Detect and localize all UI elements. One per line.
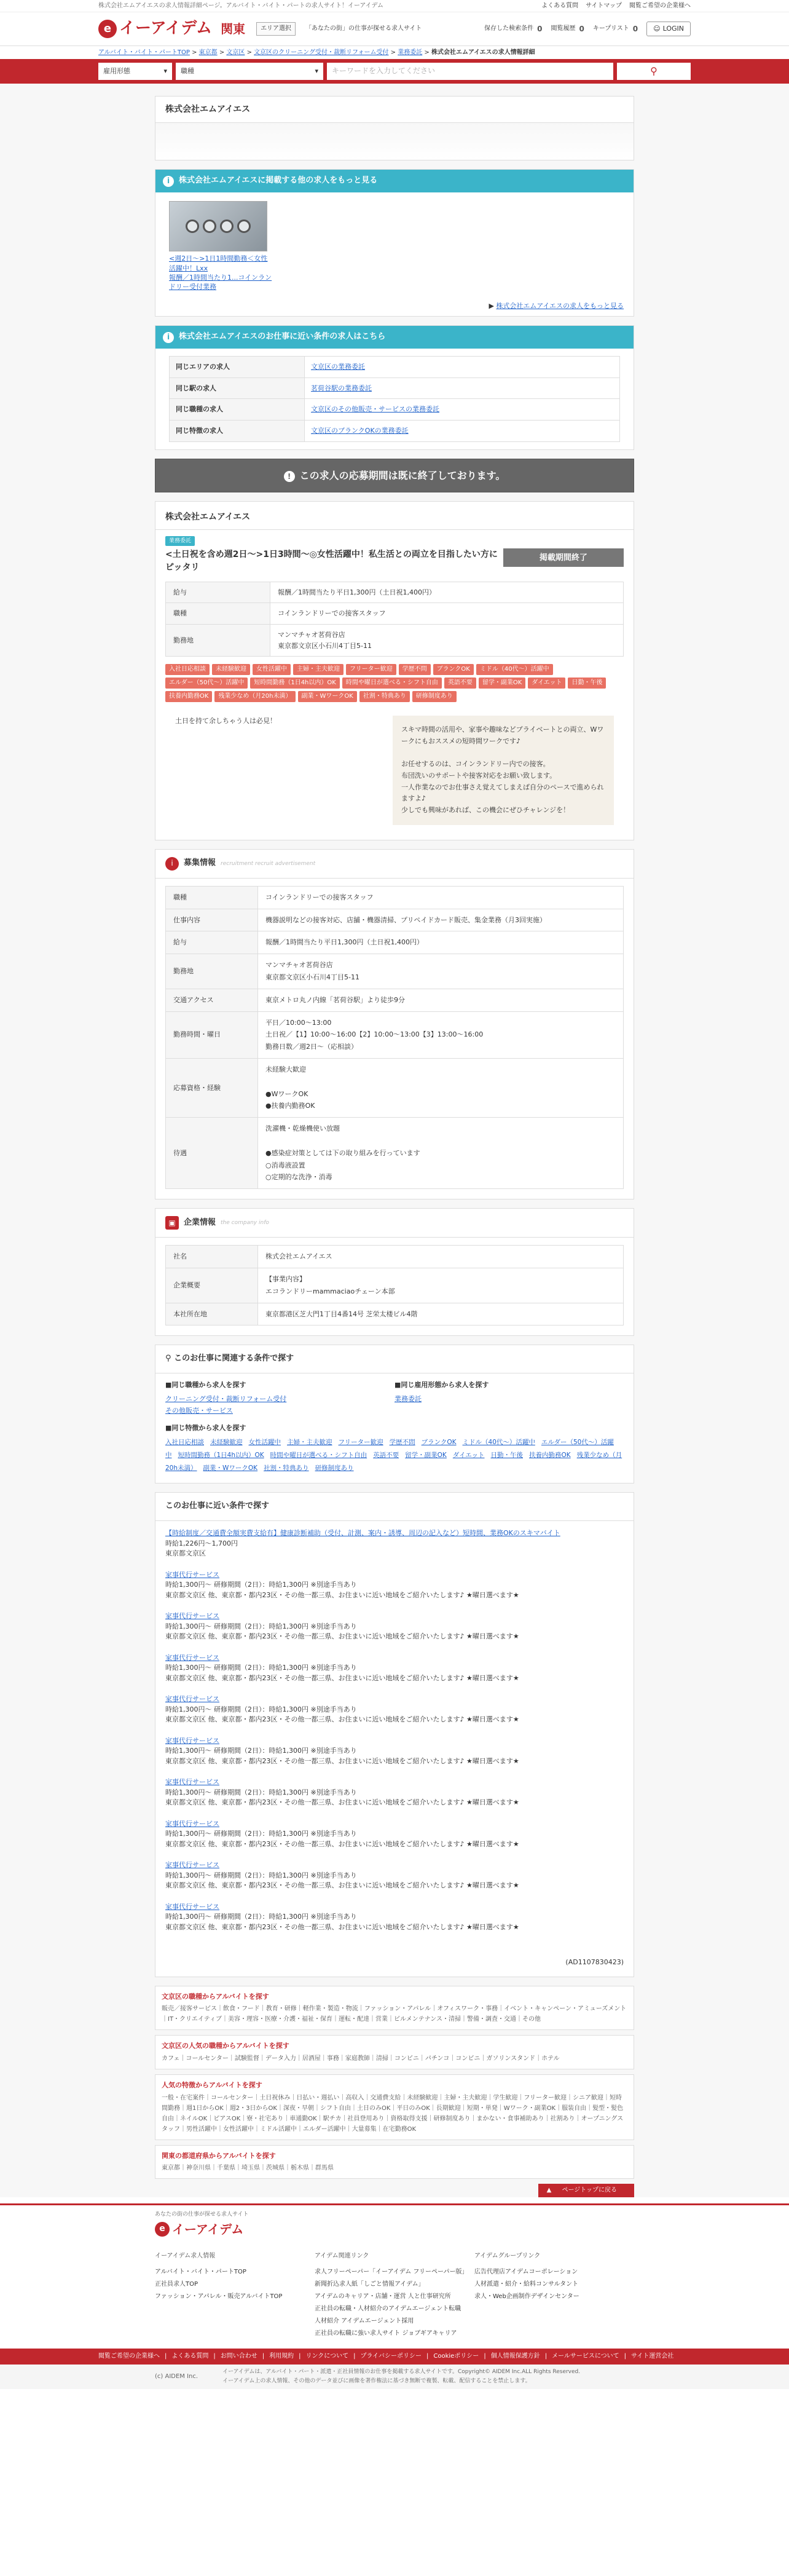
job-info: 時給1,300円〜 研修期間（2日）：時給1,300円 ※別途手当あり 東京都文京区 他、東京都・都内23区・その他一都三県、お住まいに近い地域をご紹介いたします♪ ★曜日選べます★ bbox=[165, 1788, 519, 1807]
keep-list-button[interactable]: キープリスト 0 bbox=[592, 24, 638, 33]
feature-tag: ブランクOK bbox=[433, 664, 474, 675]
footer-bar: 閲覧ご希望の企業様へ | よくある質問 | お問い合わせ | 利用規約 | リンクについて | プライバシーポリシー | Cookieポリシー | 個人情報保護方針 | メールサービスについて | サイト運営会社 bbox=[0, 2349, 789, 2365]
link-box-links[interactable]: 一般・在宅案件｜コールセンター｜土日祝休み｜日払い・週払い｜高収入｜交通費支給｜未経験歓迎｜主婦・主夫歓迎｜学生歓迎｜フリーター歓迎｜シニア歓迎｜短時間勤務｜週1日からOK｜週2・3日からOK｜深夜・早朝｜シフト自由｜土日のみOK｜平日のみOK｜長期歓迎｜短期・単発｜Wワーク・副業OK｜服装自由｜髪型・髪色自由｜ネイルOK｜ピアスOK｜寮・社宅あり｜車通勤OK｜駅チカ｜社員登用あり｜資格取得支援｜研修制度あり｜まかない・食事補助あり｜社割あり｜オープニングスタッフ｜男性活躍中｜女性活躍中｜ミドル活躍中｜エルダー活躍中｜大量募集｜在宅勤務OK bbox=[162, 2094, 624, 2133]
feature-tag: 研修制度あり bbox=[412, 691, 457, 702]
search-icon: ⚲ bbox=[650, 65, 658, 77]
feature-tag: フリーター歓迎 bbox=[346, 664, 396, 675]
history-button[interactable]: 閲覧履歴 0 bbox=[551, 24, 584, 33]
related-feature-link[interactable]: ダイエット bbox=[452, 1451, 485, 1459]
region-label: 関東 bbox=[221, 22, 246, 36]
job-info: 時給1,300円〜 研修期間（2日）：時給1,300円 ※別途手当あり 東京都文京区 他、東京都・都内23区・その他一都三県、お住まいに近い地域をご紹介いたします♪ ★曜日選べます★ bbox=[165, 1705, 519, 1724]
feature-tag: 残業少なめ（月20h未満） bbox=[214, 691, 295, 702]
feature-tag: 学歴不問 bbox=[399, 664, 431, 675]
job-title-link[interactable]: 家事代行サービス bbox=[165, 1570, 219, 1579]
footer-notice: イーアイデムは、アルバイト・パート・派遣・正社員情報のお仕事を掲載する求人サイトです。Copyright© AIDEM Inc.ALL Rights Reserved. イーアイデム上の求人情報、その他のデータ並びに画像を著作権法に基づき無断で複製、転載、配信することを禁止します。 bbox=[222, 2369, 581, 2384]
job-info: 時給1,300円〜 研修期間（2日）：時給1,300円 ※別途手当あり 東京都文京区 他、東京都・都内23区・その他一都三県、お住まいに近い地域をご紹介いたします♪ ★曜日選べます★ bbox=[165, 1830, 519, 1848]
job-summary-table: 給与 報酬／1時間当たり平日1,300円（土日祝1,400円） 職種 コインランドリーでの接客スタッフ 勤務地 マンマチャオ茗荷谷店 東京都文京区小石川4丁目5-11 bbox=[165, 582, 624, 657]
related-feature-link[interactable]: 短時間勤務（1日4h以内）OK bbox=[178, 1451, 264, 1459]
job-info: 時給1,300円〜 研修期間（2日）：時給1,300円 ※別途手当あり 東京都文京区 他、東京都・都内23区・その他一都三県、お住まいに近い地域をご紹介いたします♪ ★曜日選べます★ bbox=[165, 1747, 519, 1765]
footer-col-title: アイデムグループリンク bbox=[474, 2252, 541, 2259]
footer-col bbox=[155, 2250, 315, 2340]
related-feature-link[interactable]: 入社日応相談 bbox=[165, 1438, 204, 1446]
feature-tag: 社割・特典あり bbox=[359, 691, 410, 702]
list-item bbox=[155, 1694, 634, 1725]
recruit-section: i 募集情報 recruitment recruit advertisement 職種 コインランドリーでの接客スタッフ 仕事内容 機器説明などの接客対応、店舗・機器清掃、プリペイドカード販売、集金業務（月3回実施） 給与 報酬／1時間当たり平日1,300円（土日祝1,400円） 勤務地 マンマチャオ茗荷谷店 東京都文京区小石川4丁目5-11 交通アクセス 東京メトロ丸ノ内線「茗荷谷駅」より徒歩9分 勤務時間・曜日 平日／10:00〜13:00 土日祝／【1】10:00〜16:00【2】10:00〜13:00【3】13:00〜16:00 勤務日数／週2日〜（応相談） 応募資格・経験 未経験大歓迎 ●WワークOK ●扶養内勤務OK 待遇 洗濯機・乾燥機使い放題 ●感染症対策としては下の取り組みを行っています ○消毒液設置 ○定期的な洗浄・消毒 bbox=[155, 849, 634, 1199]
footer: あなたの街の仕事が探せる求人サイト e イーアイデム イーアイデム求人情報 アルバイト・バイト・パートTOP 正社員求人TOP ファッション・アパレル・販売アルバイトTOP アイデム関連リンク 求人フリーペーパー「イーアイデム フリーペーパー版」 新聞折込求人紙「しごと情報アイデム」 アイデムのキャリア・店舗・運営 人と仕事研究所 正社員の転職・人材紹介のアイデムエージェント転職 人材紹介 アイデムエージェント採用 正社員の転職に強い求人サイト ジョブギアキャリア アイデムグループリンク 広告代理店アイデムコーポレーション 人材派遣・紹介・給料コンサルタント 求人・Web企画制作デザインセンター bbox=[0, 2203, 789, 2348]
link-box-title[interactable]: 関東の都道府県からアルバイトを探す bbox=[162, 2151, 276, 2160]
link-box bbox=[155, 2145, 634, 2179]
similar-jobs-section: i 株式会社エムアイエスのお仕事に近い条件の求人はこちら 同じエリアの求人 文京区の業務委託 同じ駅の求人 茗荷谷駅の業務委託 同じ職種の求人 文京区のその他販売・サービスの業務委託 同じ特徴の求人 文京区のブランクOKの業務委託 bbox=[155, 325, 634, 449]
breadcrumb-item[interactable]: 東京都 bbox=[198, 49, 218, 56]
footer-link[interactable]: 求人・Web企画制作デザインセンター bbox=[474, 2293, 579, 2300]
header bbox=[0, 12, 789, 45]
footer-link[interactable]: 広告代理店アイデムコーポレーション bbox=[474, 2268, 578, 2275]
footer-bar-link[interactable]: プライバシーポリシー bbox=[360, 2352, 422, 2360]
login-button[interactable]: ☺ LOGIN bbox=[646, 22, 691, 36]
feature-tag: ミドル（40代〜）活躍中 bbox=[476, 664, 553, 675]
row-value: 東京都港区芝大門1丁目4番14号 芝栄太楼ビル4階 bbox=[258, 1303, 624, 1326]
footer-link[interactable]: 求人フリーペーパー「イーアイデム フリーペーパー版」 bbox=[315, 2268, 468, 2275]
row-label: 勤務地 bbox=[166, 954, 258, 989]
nearby-section: このお仕事に近い条件で探す 【時給制度／交通費全額実費支給有】健康診断補助（受付、計測、案内・誘導、周辺の記入など）短時間、業務OKのスキマバイト 時給1,226円〜1,700円 東京都文京区 家事代行サービス 時給1,300円〜 研修期間（2日）：時給1,300円 ※別途手当あり 東京都文京区 他、東京都・都内23区・その他一都三県、お住まいに近い地域をご紹介いたします♪ ★曜日選べます★ 家事代行サービス 時給1,300円〜 研修期間（2日）：時給1,300円 ※別途手当あり 東京都文京区 他、東京都・都内23区・その他一都三県、お住まいに近い地域をご紹介いたします♪ ★曜日選べます★ 家事代行サービス 時給1,300円〜 研修期間（2日）：時給1,300円 ※別途手当あり 東京都文京区 他、東京都・都内23区・その他一都三県、お住まいに近い地域をご紹介いたします♪ ★曜日選べます★ 家事代行サービス 時給1,300円〜 研修期間（2日）：時給1,300円 ※別途手当あり 東京都文京区 他、東京都・都内23区・その他一都三県、お住まいに近い地域をご紹介いたします♪ ★曜日選べます★ 家事代行サービス 時給1,300円〜 研修期間（2日）：時給1,300円 ※別途手当あり 東京都文京区 他、東京都・都内23区・その他一都三県、お住まいに近い地域をご紹介いたします♪ ★曜日選べます★ 家事代行サービス 時給1,300円〜 研修期間（2日）：時給1,300円 ※別途手当あり 東京都文京区 他、東京都・都内23区・その他一都三県、お住まいに近い地域をご紹介いたします♪ ★曜日選べます★ 家事代行サービス 時給1,300円〜 研修期間（2日）：時給1,300円 ※別途手当あり 東京都文京区 他、東京都・都内23区・その他一都三県、お住まいに近い地域をご紹介いたします♪ ★曜日選べます★ 家事代行サービス 時給1,300円〜 研修期間（2日）：時給1,300円 ※別途手当あり 東京都文京区 他、東京都・都内23区・その他一都三県、お住まいに近い地域をご紹介いたします♪ ★曜日選べます★ 家事代行サービス 時給1,300円〜 研修期間（2日）：時給1,300円 ※別途手当あり 東京都文京区 他、東京都・都内23区・その他一都三県、お住まいに近い地域をご紹介いたします♪ ★曜日選べます★ (AD1107830423) bbox=[155, 1492, 634, 1977]
breadcrumb-item[interactable]: 文京区のクリーニング受付・裁断リフォーム受付 bbox=[254, 49, 389, 56]
footer-bar-link[interactable]: メールサービスについて bbox=[552, 2352, 619, 2360]
footer-link[interactable]: 正社員の転職・人材紹介のアイデムエージェント転職 bbox=[315, 2305, 461, 2312]
related-feature-link[interactable]: ミドル（40代〜）活躍中 bbox=[462, 1438, 535, 1446]
job-company: 株式会社エムアイエス bbox=[155, 502, 634, 529]
pr-lead: 土日を持て余しちゃう人は必見！ bbox=[175, 717, 277, 725]
list-item bbox=[155, 1860, 634, 1891]
link-box-title[interactable]: 文京区の人気の職種からアルバイトを探す bbox=[162, 2042, 289, 2050]
job-info: 時給1,226円〜1,700円 東京都文京区 bbox=[165, 1539, 238, 1558]
job-detail bbox=[155, 501, 634, 840]
row-value: 機器説明などの接客対応、店舗・機器清掃、プリペイドカード販売、集金業務（月3回実施） bbox=[258, 909, 624, 931]
banner-area bbox=[155, 123, 634, 160]
row-label: 勤務時間・曜日 bbox=[166, 1011, 258, 1058]
row-value: マンマチャオ茗荷谷店 東京都文京区小石川4丁目5-11 bbox=[258, 954, 624, 989]
related-feature-link[interactable]: ブランクOK bbox=[421, 1438, 457, 1446]
main-content bbox=[0, 84, 789, 2197]
list-item bbox=[155, 1570, 634, 1601]
list-item bbox=[155, 1902, 634, 1933]
feature-tag: 主婦・主夫歓迎 bbox=[293, 664, 343, 675]
related-feature-link[interactable]: 未経験歓迎 bbox=[210, 1438, 243, 1446]
other-job-link[interactable]: <週2日〜>1日1時間勤務＜女性活躍中！Lxx bbox=[169, 255, 268, 272]
footer-col-title: アイデム関連リンク bbox=[315, 2252, 369, 2259]
alert-icon: ! bbox=[284, 471, 295, 482]
footer-bar-link[interactable]: お問い合わせ bbox=[220, 2352, 257, 2360]
similar-station-link[interactable]: 茗荷谷駅の業務委託 bbox=[311, 384, 372, 392]
related-feature-link[interactable]: 社割・特典あり bbox=[264, 1464, 309, 1472]
chevron-down-icon: ▾ bbox=[315, 67, 318, 76]
footer-logo[interactable]: e イーアイデム bbox=[155, 2219, 634, 2239]
header-tagline: 「あなたの街」の仕事が探せる求人サイト bbox=[305, 25, 422, 32]
link-box-title[interactable]: 人気の特徴からアルバイトを探す bbox=[162, 2081, 262, 2090]
list-item bbox=[155, 1528, 634, 1559]
row-label: 交通アクセス bbox=[166, 989, 258, 1011]
info-icon: i bbox=[163, 176, 174, 187]
footer-bottom bbox=[0, 2365, 789, 2389]
related-section: ⚲ このお仕事に関連する条件で探す ■同じ職種から求人を探す クリーニング受付・裁断リフォーム受付 その他販売・サービス ■同じ雇用形態から求人を探す 業務委託 ■同じ特徴から求人を探す 入社日応相談 未経験歓迎 女性活躍中 主婦・主夫歓迎 フリーター歓迎 学歴不問 ブランクOK ミドル（40代〜）活躍中 エルダー（50代〜）活躍中 短時間勤務（1日4h以内）OK 時間や曜日が選べる・シフト自由 英語不要 留学・副業OK ダイエット 日勤・午後 扶養内勤務OK 残業少なめ（月20h未満） 副業・WワークOK 社割・特典あり 研修制度あり bbox=[155, 1345, 634, 1484]
more-jobs-link[interactable]: 株式会社エムアイエスの求人をもっと見る bbox=[496, 301, 624, 310]
sitemap-link[interactable]: サイトマップ bbox=[586, 2, 622, 9]
job-title-link[interactable]: 家事代行サービス bbox=[165, 1612, 219, 1621]
building-icon: ▣ bbox=[165, 1216, 179, 1230]
breadcrumb-current: 株式会社エムアイエスの求人情報詳細 bbox=[431, 49, 535, 56]
breadcrumb-item[interactable]: 文京区 bbox=[226, 49, 245, 56]
similar-feature-link[interactable]: 文京区のブランクOKの業務委託 bbox=[311, 426, 409, 435]
link-box-links[interactable]: カフェ｜コールセンター｜試験監督｜データ入力｜居酒屋｜事務｜家庭教師｜清掃｜コンビニ｜パチンコ｜コンビニ｜ガソリンスタンド｜ホテル bbox=[162, 2055, 560, 2063]
chevron-down-icon: ▾ bbox=[163, 67, 167, 76]
feature-tag: ダイエット bbox=[528, 678, 565, 689]
feature-tag: 女性活躍中 bbox=[253, 664, 291, 675]
footer-link[interactable]: アルバイト・バイト・パートTOP bbox=[155, 2268, 246, 2275]
row-value: コインランドリーでの接客スタッフ bbox=[258, 886, 624, 909]
list-item bbox=[155, 1819, 634, 1850]
site-logo[interactable]: e イーアイデム bbox=[98, 16, 212, 42]
list-item bbox=[155, 1777, 634, 1808]
pr-box: スキマ時間の活用や、家事や趣味などプライベートとの両立、Wワークにもおススメの短時間ワークです♪ お任せするのは、コインランドリー内での接客。 布団洗いのサポートや接客対応をお願い致します。 一人作業なのでお仕事さえ覚えてしまえば自分のペースで進められますよ♪ 少しでも興味があれば、この機会にぜひチャレンジを！ bbox=[393, 716, 614, 825]
link-box-links[interactable]: 販売／接客サービス｜飲食・フード｜教育・研修｜軽作業・製造・物流｜ファッション・アパレル｜オフィスワーク・事務｜イベント・キャンペーン・アミューズメント｜IT・クリエイティブ｜美容・理容・医療・介護・福祉・保育｜運転・配達｜営業｜ビルメンテナンス・清掃｜警備・調査・交通｜その他 bbox=[162, 2005, 627, 2023]
link-box bbox=[155, 1986, 634, 2031]
job-info: 時給1,300円〜 研修期間（2日）：時給1,300円 ※別途手当あり 東京都文京区 他、東京都・都内23区・その他一都三県、お住まいに近い地域をご紹介いたします♪ ★曜日選べます★ bbox=[165, 1581, 519, 1599]
footer-bar-link[interactable]: 閲覧ご希望の企業様へ bbox=[98, 2352, 160, 2360]
feature-tag: 日勤・午後 bbox=[568, 678, 606, 689]
footer-link[interactable]: 正社員の転職に強い求人サイト ジョブギアキャリア bbox=[315, 2329, 457, 2337]
row-label: 応募資格・経験 bbox=[166, 1058, 258, 1117]
related-category-link[interactable]: その他販売・サービス bbox=[165, 1406, 233, 1415]
row-label: 給与 bbox=[166, 931, 258, 954]
row-label: 待遇 bbox=[166, 1118, 258, 1189]
list-item bbox=[155, 1653, 634, 1684]
job-thumbnail[interactable] bbox=[169, 201, 267, 251]
info-icon: i bbox=[165, 857, 179, 871]
feature-tag: 副業・WワークOK bbox=[298, 691, 357, 702]
related-feature-link[interactable]: 研修制度あり bbox=[315, 1464, 354, 1472]
faq-link[interactable]: よくある質問 bbox=[541, 2, 579, 9]
footer-bar-link[interactable]: 個人情報保護方針 bbox=[490, 2352, 540, 2360]
related-feature-link[interactable]: 学歴不問 bbox=[389, 1438, 415, 1446]
related-feature-link[interactable]: 留学・副業OK bbox=[405, 1451, 447, 1459]
related-feature-link[interactable]: 副業・WワークOK bbox=[203, 1464, 258, 1472]
employment-type-select[interactable]: 雇用形態 ▾ bbox=[98, 63, 172, 80]
search-bar bbox=[0, 59, 789, 84]
feature-tag: 扶養内勤務OK bbox=[165, 691, 212, 702]
footer-link[interactable]: アイデムのキャリア・店舗・運営 人と仕事研究所 bbox=[315, 2293, 451, 2300]
footer-link[interactable]: 人材派遣・紹介・給料コンサルタント bbox=[474, 2280, 579, 2288]
footer-link[interactable]: 人材紹介 アイデムエージェント採用 bbox=[315, 2317, 414, 2325]
link-boxes bbox=[155, 1986, 634, 2179]
feature-tag: エルダー（50代〜）活躍中 bbox=[165, 678, 248, 689]
job-info: 時給1,300円〜 研修期間（2日）：時給1,300円 ※別途手当あり 東京都文京区 他、東京都・都内23区・その他一都三県、お住まいに近い地域をご紹介いたします♪ ★曜日選べます★ bbox=[165, 1622, 519, 1641]
recruit-table bbox=[165, 886, 624, 1189]
other-jobs-section: i 株式会社エムアイエスに掲載する他の求人をもっと見る <週2日〜>1日1時間勤務＜女性活躍中！Lxx 報酬／1時間当たり1...コインランドリー受付業務 ▶ 株式会社エムアイエスの求人をもっと見る bbox=[155, 169, 634, 317]
logo-mark-icon: e bbox=[98, 20, 117, 38]
related-feature-link[interactable]: フリーター歓迎 bbox=[338, 1438, 383, 1446]
footer-col-title: イーアイデム求人情報 bbox=[155, 2252, 216, 2259]
search-icon: ⚲ bbox=[165, 1354, 175, 1364]
feature-tag: 未経験歓迎 bbox=[212, 664, 250, 675]
top-caption: 株式会社エムアイエスの求人情報詳細ページ。アルバイト・バイト・パートの求人サイト！イーアイデム bbox=[98, 2, 383, 9]
footer-bar-link[interactable]: Cookieポリシー bbox=[433, 2352, 479, 2360]
footer-bar-link[interactable]: サイト運営会社 bbox=[631, 2352, 674, 2360]
top-strip bbox=[0, 0, 789, 12]
list-item bbox=[155, 1736, 634, 1767]
feature-tag: 時間や曜日が選べる・シフト自由 bbox=[342, 678, 442, 689]
job-info: 時給1,300円〜 研修期間（2日）：時給1,300円 ※別途手当あり 東京都文京区 他、東京都・都内23区・その他一都三県、お住まいに近い地域をご紹介いたします♪ ★曜日選べます★ bbox=[165, 1871, 519, 1890]
row-label: 仕事内容 bbox=[166, 909, 258, 931]
job-category-select[interactable]: 職種 ▾ bbox=[176, 63, 323, 80]
search-button[interactable] bbox=[617, 63, 691, 80]
related-feature-link[interactable]: 日勤・午後 bbox=[490, 1451, 523, 1459]
job-info: 時給1,300円〜 研修期間（2日）：時給1,300円 ※別途手当あり 東京都文京区 他、東京都・都内23区・その他一都三県、お住まいに近い地域をご紹介いたします♪ ★曜日選べます★ bbox=[165, 1664, 519, 1682]
row-label: 職種 bbox=[166, 886, 258, 909]
area-select-button[interactable]: エリア選択 bbox=[256, 22, 296, 36]
related-feature-link[interactable]: 主婦・主夫歓迎 bbox=[287, 1438, 332, 1446]
row-label: 企業概要 bbox=[166, 1268, 258, 1303]
company-section: ▣ 企業情報 the company info 社名 株式会社エムアイエス 企業概要 【事業内容】 エコランドリーmammaciaoチェーン本部 本社所在地 東京都港区芝大門1丁目4番14号 芝栄太楼ビル4階 bbox=[155, 1208, 634, 1336]
related-type-link[interactable]: 業務委託 bbox=[394, 1394, 422, 1403]
closed-notice: ! この求人の応募期間は既に終了しております。 bbox=[155, 459, 634, 493]
user-icon: ☺ bbox=[653, 25, 661, 33]
job-title-link[interactable]: 家事代行サービス bbox=[165, 1819, 219, 1828]
similar-category-link[interactable]: 文京区のその他販売・サービスの業務委託 bbox=[311, 405, 439, 414]
list-item bbox=[155, 1611, 634, 1642]
related-feature-link[interactable]: 残業少なめ（月20h未満） bbox=[165, 1451, 622, 1472]
link-box-title[interactable]: 文京区の職種からアルバイトを探す bbox=[162, 1992, 269, 2001]
info-icon: i bbox=[163, 332, 174, 343]
row-label: 社名 bbox=[166, 1246, 258, 1268]
ad-id: (AD1107830423) bbox=[565, 1958, 624, 1967]
feature-tag: 入社日応相談 bbox=[165, 664, 210, 675]
related-feature-link[interactable]: 英語不要 bbox=[373, 1451, 399, 1459]
breadcrumb: アルバイト・バイト・パートTOP > 東京都 > 文京区 > 文京区のクリーニング受付・裁断リフォーム受付 > 業務委託 > 株式会社エムアイエスの求人情報詳細 bbox=[0, 45, 789, 59]
related-feature-link[interactable]: 時間や曜日が選べる・シフト自由 bbox=[270, 1451, 367, 1459]
feature-tags bbox=[155, 657, 634, 709]
company-table bbox=[165, 1245, 624, 1326]
period-ended-label: 掲載期間終了 bbox=[503, 548, 624, 567]
related-feature-link[interactable]: 扶養内勤務OK bbox=[529, 1451, 571, 1459]
footer-link[interactable]: 正社員求人TOP bbox=[155, 2280, 198, 2288]
related-category-link[interactable]: クリーニング受付・裁断リフォーム受付 bbox=[165, 1394, 287, 1403]
job-title-link[interactable]: 家事代行サービス bbox=[165, 1902, 219, 1911]
breadcrumb-item[interactable]: アルバイト・バイト・パートTOP bbox=[98, 49, 190, 56]
related-feature-link[interactable]: エルダー（50代〜）活躍中 bbox=[165, 1438, 614, 1459]
row-value: 平日／10:00〜13:00 土日祝／【1】10:00〜16:00【2】10:00〜13:00【3】13:00〜16:00 勤務日数／週2日〜（応相談） bbox=[258, 1011, 624, 1058]
copyright: (c) AIDEM Inc. bbox=[155, 2373, 198, 2380]
related-feature-link[interactable]: 女性活躍中 bbox=[248, 1438, 281, 1446]
footer-bar-link[interactable]: 利用規約 bbox=[269, 2352, 294, 2360]
link-box-links[interactable]: 東京都｜神奈川県｜千葉県｜埼玉県｜茨城県｜栃木県｜群馬県 bbox=[162, 2165, 334, 2172]
feature-tag: 英語不要 bbox=[444, 678, 476, 689]
keyword-input[interactable]: キーワードを入力してください bbox=[327, 63, 613, 80]
job-info: 時給1,300円〜 研修期間（2日）：時給1,300円 ※別途手当あり 東京都文京区 他、東京都・都内23区・その他一都三県、お住まいに近い地域をご紹介いたします♪ ★曜日選べます★ bbox=[165, 1913, 519, 1931]
corporate-link[interactable]: 閲覧ご希望の企業様へ bbox=[629, 2, 691, 9]
logo-mark-icon: e bbox=[155, 2222, 170, 2237]
footer-link[interactable]: ファッション・アパレル・販売アルバイトTOP bbox=[155, 2293, 283, 2300]
link-box bbox=[155, 2074, 634, 2140]
feature-tag: 短時間勤務（1日4h以内）OK bbox=[250, 678, 340, 689]
job-title-link[interactable]: 家事代行サービス bbox=[165, 1861, 219, 1870]
row-value: 【事業内容】 エコランドリーmammaciaoチェーン本部 bbox=[258, 1268, 624, 1303]
footer-col bbox=[315, 2250, 474, 2340]
breadcrumb-item[interactable]: 業務委託 bbox=[398, 49, 423, 56]
row-label: 本社所在地 bbox=[166, 1303, 258, 1326]
feature-tag: 留学・副業OK bbox=[479, 678, 525, 689]
saved-search-button[interactable]: 保存した検索条件 0 bbox=[484, 24, 543, 33]
row-value: 洗濯機・乾燥機使い放題 ●感染症対策としては下の取り組みを行っています ○消毒液設置 ○定期的な洗浄・消毒 bbox=[258, 1118, 624, 1189]
job-title-link[interactable]: 家事代行サービス bbox=[165, 1736, 219, 1745]
page-top-button[interactable]: ▲ ページトップに戻る bbox=[538, 2184, 634, 2197]
footer-link[interactable]: 新聞折込求人紙「しごと情報アイデム」 bbox=[315, 2280, 425, 2288]
job-title-link[interactable]: 家事代行サービス bbox=[165, 1695, 219, 1704]
footer-col bbox=[474, 2250, 634, 2340]
job-title-link[interactable]: 【時給制度／交通費全額実費支給有】健康診断補助（受付、計測、案内・誘導、周辺の記入など）短時間、業務OKのスキマバイト bbox=[165, 1529, 560, 1538]
job-title: <土日祝を含め週2日〜>1日3時間〜◎女性活躍中！私生活との両立を目指したい方にピッタリ bbox=[165, 549, 498, 572]
row-value: 報酬／1時間当たり平日1,300円（土日祝1,400円） bbox=[258, 931, 624, 954]
job-title-link[interactable]: 家事代行サービス bbox=[165, 1778, 219, 1787]
link-box bbox=[155, 2035, 634, 2069]
company-header bbox=[155, 96, 634, 160]
row-value: 未経験大歓迎 ●WワークOK ●扶養内勤務OK bbox=[258, 1058, 624, 1117]
job-title-link[interactable]: 家事代行サービス bbox=[165, 1653, 219, 1662]
company-name: 株式会社エムアイエス bbox=[155, 97, 634, 123]
footer-bar-link[interactable]: リンクについて bbox=[305, 2352, 349, 2360]
row-value: 東京メトロ丸ノ内線「茗荷谷駅」より徒歩9分 bbox=[258, 989, 624, 1011]
employment-badge: 業務委託 bbox=[165, 536, 195, 546]
similar-area-link[interactable]: 文京区の業務委託 bbox=[311, 363, 365, 371]
row-value: 株式会社エムアイエス bbox=[258, 1246, 624, 1268]
footer-bar-link[interactable]: よくある質問 bbox=[171, 2352, 209, 2360]
